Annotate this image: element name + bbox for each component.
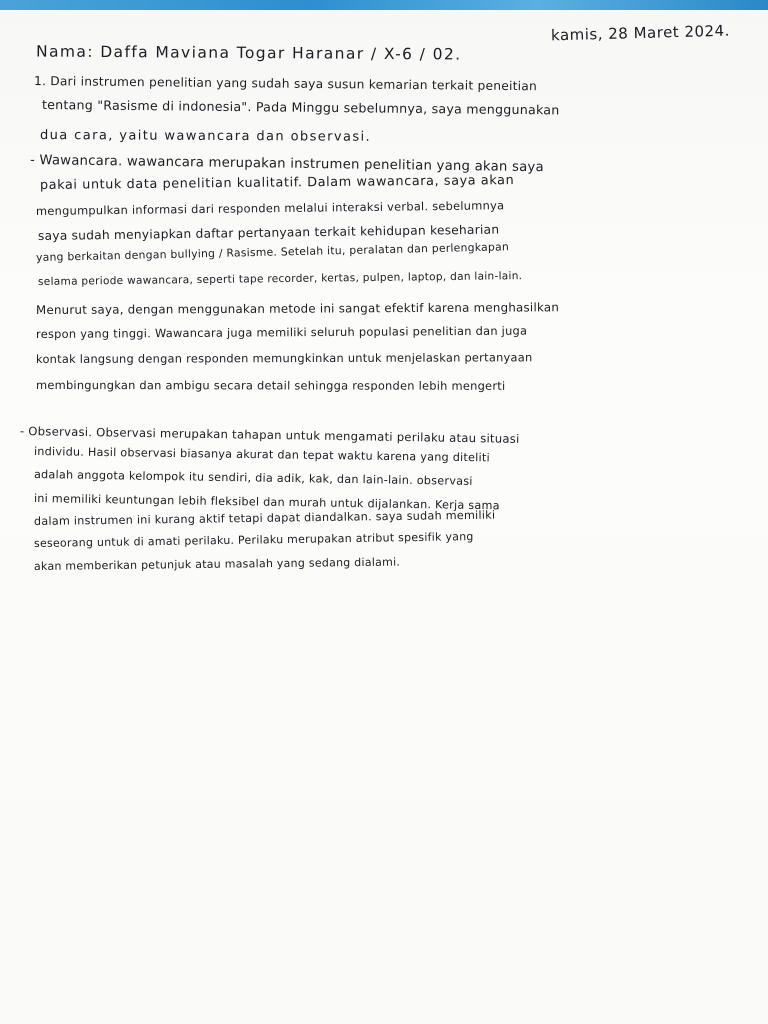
text-line: Menurut saya, dengan menggunakan metode ini sangat efektif karena menghasilkan	[35, 300, 560, 317]
text-line: - Wawancara. wawancara merupakan instrumen penelitian yang akan saya	[29, 153, 544, 176]
text-line: akan memberikan petunjuk atau masalah yang sedang dialami.	[33, 555, 401, 573]
text-line: selama periode wawancara, seperti tape recorder, kertas, pulpen, laptop, dan lain-lain.	[37, 270, 523, 288]
text-line: seseorang untuk di amati perilaku. Perilaku merupakan atribut spesifik yang	[33, 530, 474, 550]
text-line: - Observasi. Observasi merupakan tahapan untuk mengamati perilaku atau situasi	[19, 424, 520, 446]
text-line: dua cara, yaitu wawancara dan observasi.	[39, 128, 372, 145]
text-line: saya sudah menyiapkan daftar pertanyaan terkait kehidupan keseharian	[37, 222, 500, 243]
student-name-line: Nama: Daffa Maviana Togar Haranar / X-6 / 02.	[35, 42, 462, 64]
text-line: yang berkaitan dengan bullying / Rasisme. Setelah itu, peralatan dan perlengkapan	[35, 240, 510, 264]
text-line: respon yang tinggi. Wawancara juga memiliki seluruh populasi penelitian dan juga	[35, 323, 528, 341]
binder-edge	[0, 0, 768, 10]
text-line: ini memiliki keuntungan lebih fleksibel dan murah untuk dijalankan. Kerja sama	[33, 492, 500, 513]
text-line: adalah anggota kelompok itu sendiri, dia adik, kak, dan lain-lain. observasi	[33, 468, 473, 488]
text-line: dalam instrumen ini kurang aktif tetapi dapat diandalkan. saya sudah memiliki	[33, 508, 496, 528]
text-line: membingungkan dan ambigu secara detail sehingga responden lebih mengerti	[35, 378, 506, 393]
text-line: tentang "Rasisme di indonesia". Pada Minggu sebelumnya, saya menggunakan	[41, 97, 560, 118]
text-line: mengumpulkan informasi dari responden melalui interaksi verbal. sebelumnya	[35, 198, 505, 218]
date-text: kamis, 28 Maret 2024.	[550, 21, 731, 45]
text-line: kontak langsung dengan responden memungkinkan untuk menjelaskan pertanyaan	[35, 350, 533, 366]
text-line: individu. Hasil observasi biasanya akurat dan tepat waktu karena yang diteliti	[33, 445, 491, 465]
text-line: pakai untuk data penelitian kualitatif. Dalam wawancara, saya akan	[39, 173, 515, 193]
text-line: 1. Dari instrumen penelitian yang sudah saya susun kemarian terkait peneitian	[33, 74, 538, 94]
